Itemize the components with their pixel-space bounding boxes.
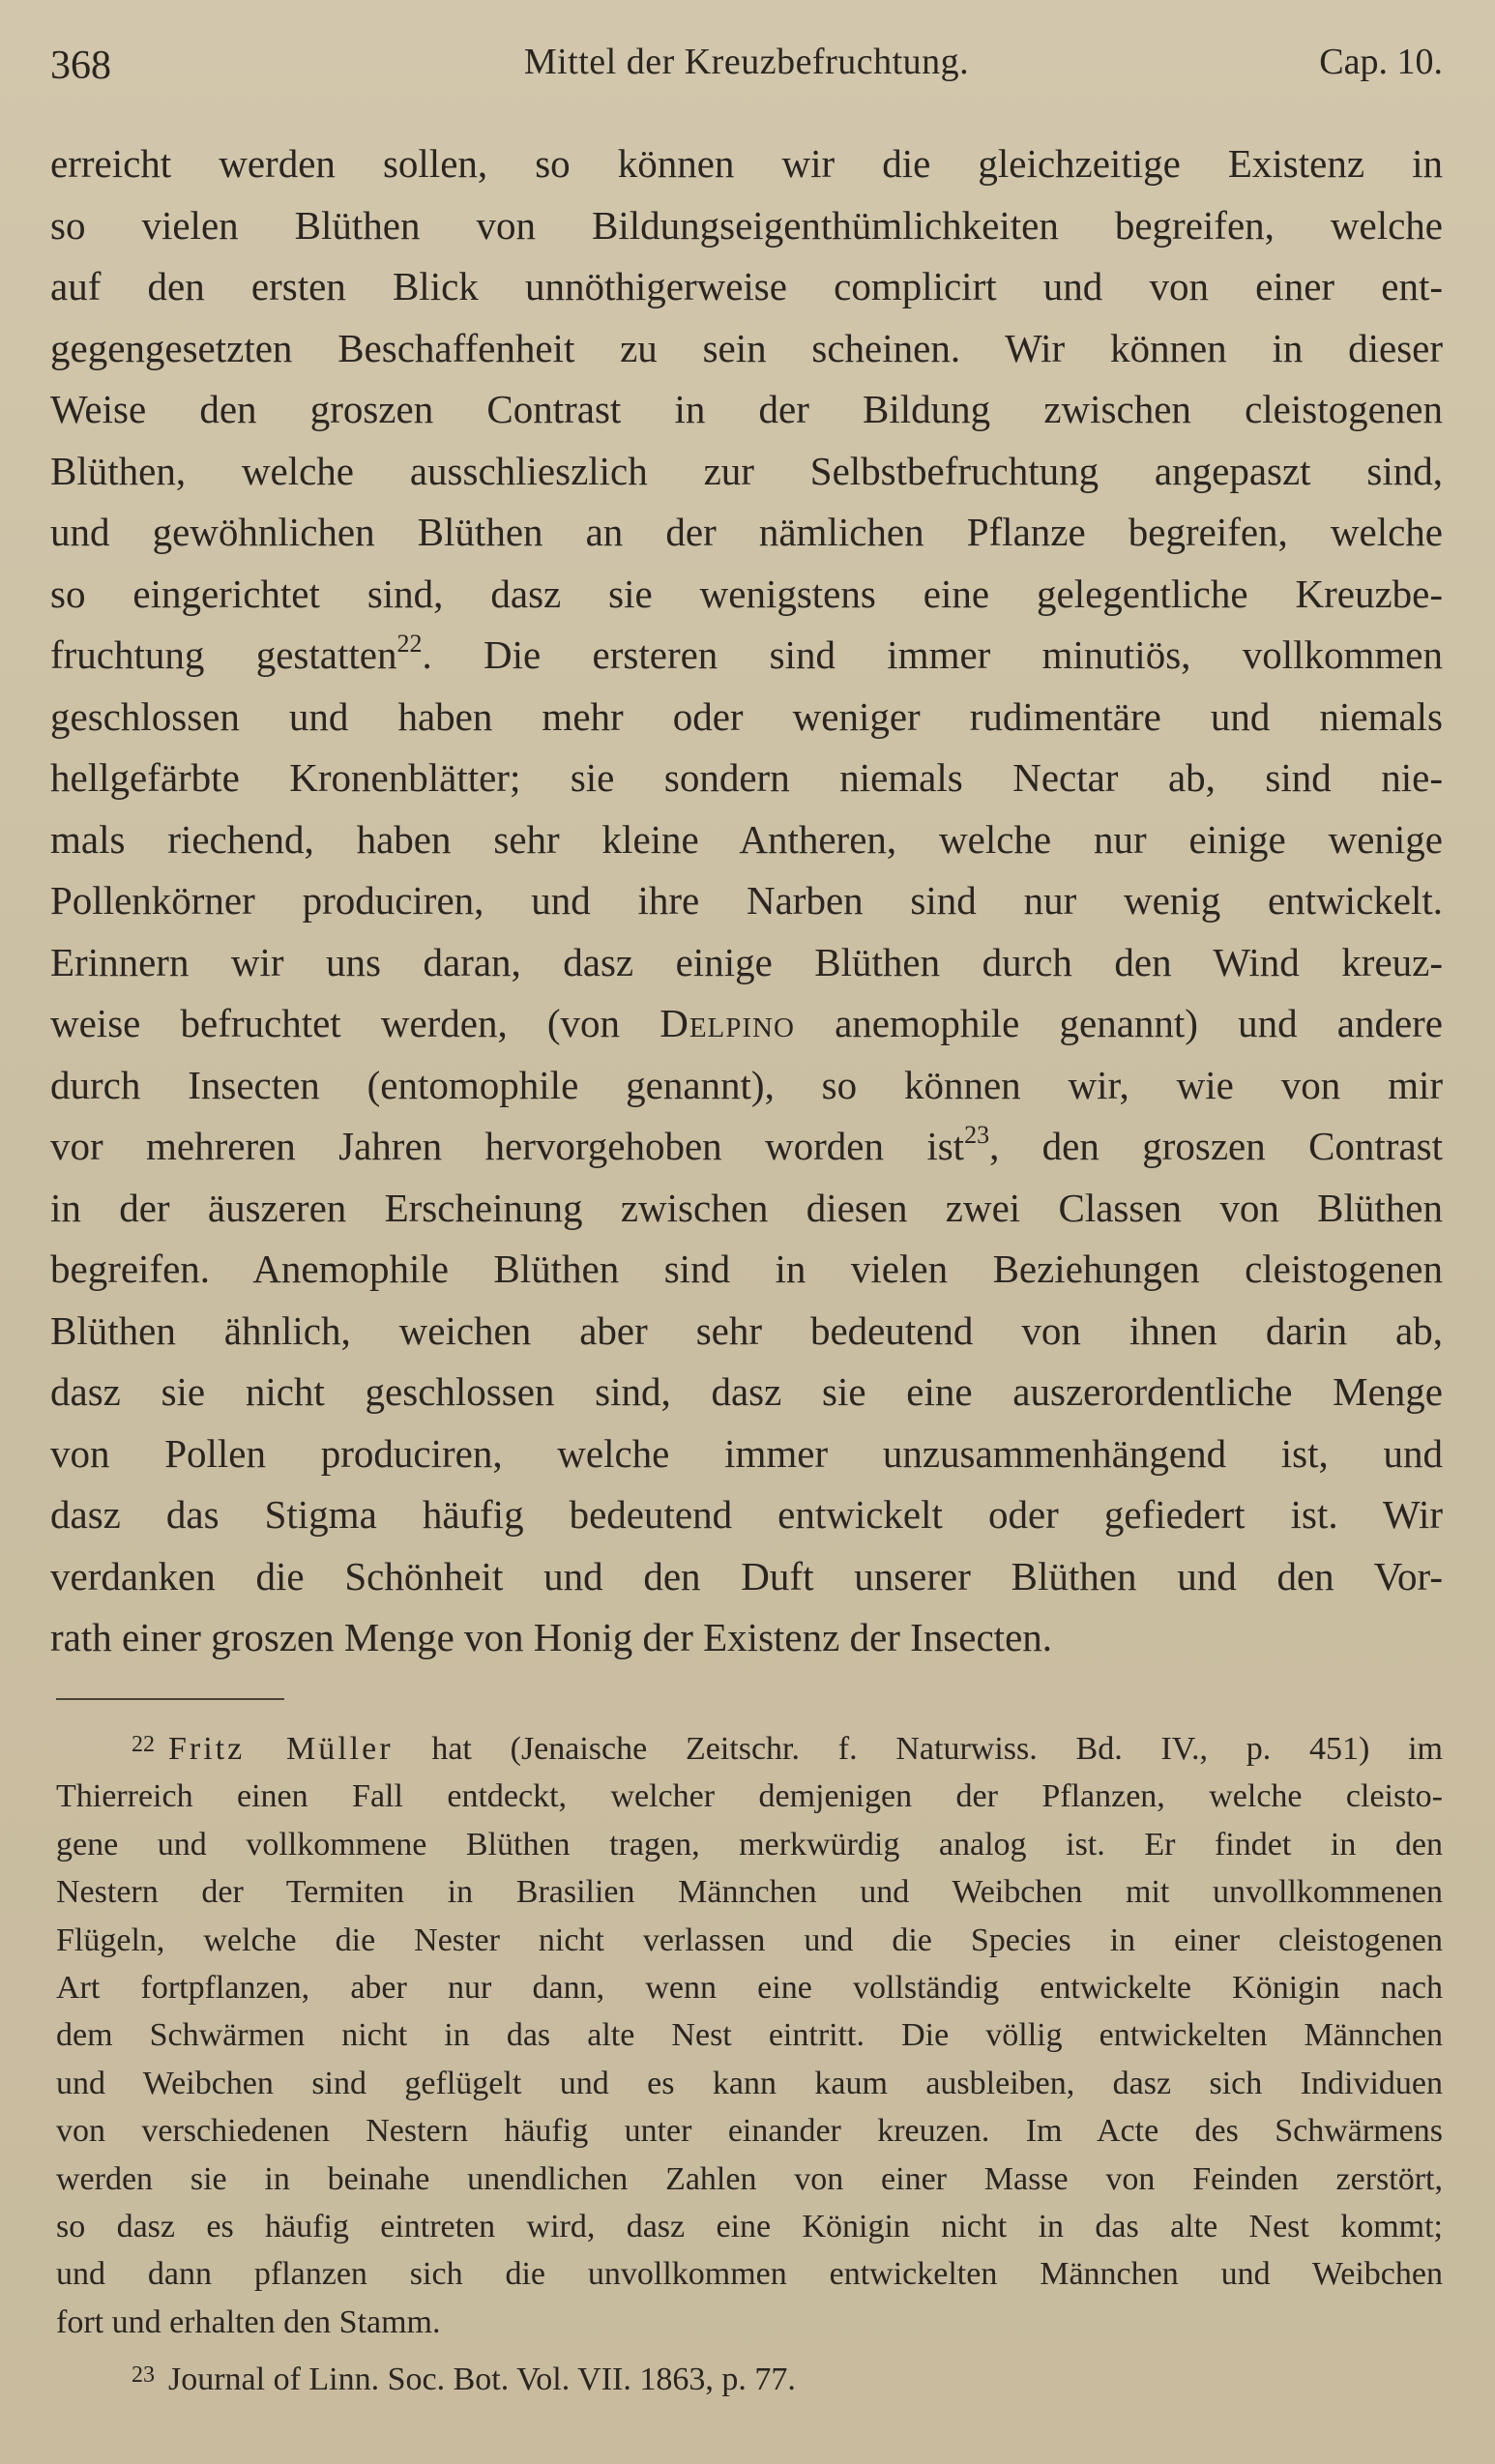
footnote-22-line: werden sie in beinahe unendlichen Zahlen von einer Masse von Feinden zerstört, <box>56 2160 1443 2197</box>
footnotes <box>56 1725 1443 2403</box>
text-fragment: vor mehreren Jahren hervorgehoben worden ist <box>50 1124 965 1168</box>
text-line: von Pollen produciren, welche immer unzusammenhängend ist, und <box>50 1430 1443 1476</box>
text-line <box>50 625 1443 687</box>
text-line: in der äuszeren Erscheinung zwischen diesen zwei Classen von Blüthen <box>50 1185 1443 1230</box>
footnote-22-line: Thierreich einen Fall entdeckt, welcher demjenigen der Pflanzen, welche cleisto- <box>56 1778 1443 1815</box>
text-line: geschlossen und haben mehr oder weniger rudimentäre und niemals <box>50 693 1443 739</box>
footnote-ref-23[interactable]: 23 <box>964 1121 990 1150</box>
page-header <box>50 37 1443 95</box>
text-line <box>50 993 1443 1055</box>
text-line: durch Insecten (entomophile genannt), so können wir, wie von mir <box>50 1062 1443 1107</box>
text-line: Pollenkörner produciren, und ihre Narben sind nur wenig entwickelt. <box>50 878 1443 923</box>
text-line: so eingerichtet sind, dasz sie wenigstens eine gelegentliche Kreuzbe- <box>50 571 1443 616</box>
text-line: rath einer groszen Menge von Honig der Existenz der Insecten. <box>50 1615 1053 1659</box>
text-fragment: anemophile genannt) und andere <box>835 1001 1444 1045</box>
running-title: Mittel der Kreuzbefruchtung. <box>523 42 970 82</box>
author-name-delpino: Delpino <box>660 1001 795 1045</box>
text-fragment: fruchtung gestatten <box>50 632 397 677</box>
footnote-divider <box>56 1698 284 1700</box>
text-line: Blüthen ähnlich, weichen aber sehr bedeutend von ihnen darin ab, <box>50 1307 1443 1353</box>
footnote-number: 23 <box>132 2362 155 2389</box>
text-line: so vielen Blüthen von Bildungseigenthümlichkeiten begreifen, welche <box>50 202 1443 248</box>
footnote-22-line: Nestern der Termiten in Brasilien Männchen und Weibchen mit unvollkommenen <box>56 1874 1443 1911</box>
text-line: begreifen. Anemophile Blüthen sind in vielen Beziehungen cleistogenen <box>50 1247 1443 1291</box>
footnote-22-line: Art fortpflanzen, aber nur dann, wenn eine vollständig entwickelte Königin nach <box>56 1969 1443 2006</box>
text-fragment: , den groszen Contrast <box>989 1124 1443 1168</box>
text-line: Blüthen, welche ausschlieszlich zur Selbstbefruchtung angepaszt sind, <box>50 448 1443 493</box>
page-number: 368 <box>50 44 111 88</box>
footnote-22-line: und dann pflanzen sich die unvollkommen entwickelten Männchen und Weibchen <box>56 2256 1443 2293</box>
footnote-22-line: so dasz es häufig eintreten wird, dasz eine Königin nicht in das alte Nest kommt; <box>56 2208 1443 2244</box>
text-line <box>50 1116 1443 1178</box>
text-line: dasz sie nicht geschlossen sind, dasz sie eine auszerordentliche Menge <box>50 1369 1443 1414</box>
text-line: Weise den groszen Contrast in der Bildung zwischen cleistogenen <box>50 387 1443 431</box>
footnote-22-line <box>56 1725 1443 1773</box>
text-fragment: hat (Jenaische Zeitschr. f. Naturwiss. Bd. IV., p. 451) im <box>431 1731 1443 1767</box>
main-text <box>50 133 1443 1669</box>
footnote-22-line: von verschiedenen Nestern häufig unter einander kreuzen. Im Acte des Schwärmens <box>56 2113 1443 2150</box>
footnote-22-line: und Weibchen sind geflügelt und es kann kaum ausbleiben, dasz sich Individuen <box>56 2065 1443 2101</box>
text-line: auf den ersten Blick unnöthigerweise complicirt und von einer ent- <box>50 264 1443 308</box>
text-line: gegengesetzten Beschaffenheit zu sein scheinen. Wir können in dieser <box>50 325 1443 370</box>
chapter-label: Cap. 10. <box>1319 42 1443 82</box>
footnote-22-line: Flügeln, welche die Nester nicht verlassen und die Species in einer cleistogenen <box>56 1921 1443 1958</box>
footnote-22-line: gene und vollkommene Blüthen tragen, merkwürdig analog ist. Er findet in den <box>56 1826 1443 1863</box>
text-line: mals riechend, haben sehr kleine Antheren, welche nur einige wenige <box>50 816 1443 862</box>
footnote-23-line <box>56 2356 1443 2403</box>
text-fragment: . Die ersteren sind immer minutiös, vollkommen <box>422 632 1443 677</box>
text-line: hellgefärbte Kronenblätter; sie sondern niemals Nectar ab, sind nie- <box>50 755 1443 800</box>
text-fragment: Journal of Linn. Soc. Bot. Vol. VII. 1863, p. 77. <box>168 2361 796 2398</box>
text-line: erreicht werden sollen, so können wir die gleichzeitige Existenz in <box>50 141 1443 186</box>
text-line: dasz das Stigma häufig bedeutend entwickelt oder gefiedert ist. Wir <box>50 1492 1443 1537</box>
text-fragment: weise befruchtet werden, (von <box>50 1001 621 1045</box>
footnote-ref-22[interactable]: 22 <box>396 630 423 659</box>
text-line: Erinnern wir uns daran, dasz einige Blüthen durch den Wind kreuz- <box>50 939 1443 984</box>
footnote-22-line: fort und erhalten den Stamm. <box>56 2303 441 2340</box>
text-line: und gewöhnlichen Blüthen an der nämlichen Pflanze begreifen, welche <box>50 510 1443 554</box>
footnote-number: 22 <box>132 1732 155 1757</box>
footnote-22-line: dem Schwärmen nicht in das alte Nest eintritt. Die völlig entwickelten Männchen <box>56 2017 1443 2054</box>
text-line: verdanken die Schönheit und den Duft unserer Blüthen und den Vor- <box>50 1553 1443 1599</box>
footnote-author: Fritz Müller <box>168 1731 394 1767</box>
